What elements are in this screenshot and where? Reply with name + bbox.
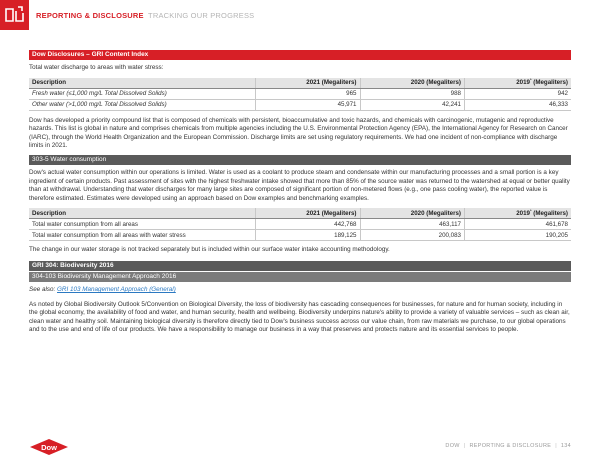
water-storage-note: The change in our water storage is not tracked separately but is included within our surface water intake accounting methodology. [29, 246, 390, 254]
dow-logo-text: Dow [41, 442, 57, 452]
page-header [0, 0, 600, 30]
table-row: Other water (>1,000 mg/L Total Dissolved Solids) 45,971 42,241 46,333 [29, 99, 571, 110]
water-consumption-bar: 303-5 Water consumption [29, 155, 571, 165]
discharge-intro: Total water discharge to areas with water stress: [29, 64, 164, 71]
page-number: 134 [560, 443, 571, 449]
biodiversity-approach-bar: 304-103 Biodiversity Management Approach 2016 [29, 272, 571, 282]
table-header-row [29, 78, 571, 89]
dow-mark-icon [0, 0, 29, 30]
table-row: Total water consumption from all areas with water stress 189,125 200,083 190,205 [29, 230, 571, 241]
header-subsection: TRACKING OUR PROGRESS [148, 11, 255, 20]
water-consumption-paragraph: Dow's actual water consumption within our operations is limited. Water is used as a coolant to produce steam and condensate within our manufacturing processes and a small portion is a key ingredient of certain products. Past assessment of sites with the highest freshwater intake showed that more than 85% of the source water was returned to the watershed at equal or better quality than at withdrawal. Understanding that water discharges for many large sites are composed of significant portion of non-metered flows (e.g., one pass cooling water), the reported value is therefore estimated. Estimates were developed using an approach based on Dow examples and benchmarking examples. [29, 168, 570, 202]
gri-304-bar: GRI 304: Biodiversity 2016 [29, 261, 571, 271]
col-2020: 2020 (Megaliters) [360, 78, 465, 89]
dow-logo [29, 438, 69, 461]
col-2019: 2019* (Megaliters) [465, 208, 572, 219]
header-section: REPORTING & DISCLOSURE [36, 11, 144, 20]
table-row: Total water consumption from all areas 442,768 463,117 461,678 [29, 219, 571, 230]
col-description: Description [29, 78, 256, 89]
gri-content-index-bar: Dow Disclosures – GRI Content Index [29, 50, 571, 60]
col-2019: 2019* (Megaliters) [465, 78, 572, 89]
see-also-line [29, 286, 571, 295]
col-description: Description [29, 208, 256, 219]
table-header-row [29, 208, 571, 219]
header-title [36, 11, 254, 20]
footer-section: REPORTING & DISCLOSURE [469, 443, 552, 449]
consumption-table [29, 208, 571, 241]
page-footer: DOW | REPORTING & DISCLOSURE | 134 [445, 443, 571, 449]
footer-company: DOW [445, 443, 460, 449]
biodiversity-paragraph: As noted by Global Biodiversity Outlook 5/Convention on Biological Diversity, the loss of biodiversity has cascading consequences for businesses, for nature and for human society, including in the global economy, the availability of food and water, and human security, health and wellbeing. Biodiversity underpins nature's ability to provide a variety of valuable services – such as clean air, clean water and healthy soil. Maintaining biological diversity is therefore directly tied to Dow's business success across our value chain, from raw materials we purchase, to our global operations and to the use and end of life of our products. We have a responsibility to manage our business in a way that preserves and protects nature and its essential services to people. [29, 300, 570, 334]
col-2021: 2021 (Megaliters) [256, 78, 361, 89]
priority-compound-paragraph: Dow has developed a priority compound list that is composed of chemicals with persistent, bioaccumulative and toxic hazards, and chemicals with carcinogenic, mutagenic and reproductive hazards. This list is global in nature and comprises chemicals from multiple agencies including the U.S. Environmental Protection Agency (EPA), the International Agency for Research on Cancer (IARC), through the World Health Organization and the European Commission. Discharge limits are set using regulatory requirements. We had one incident of non-compliance with discharge limits in 2021. [29, 116, 568, 150]
col-2020: 2020 (Megaliters) [360, 208, 465, 219]
col-2021: 2021 (Megaliters) [256, 208, 361, 219]
discharge-table [29, 78, 571, 111]
table-row: Fresh water (≤1,000 mg/L Total Dissolved Solids) 965 988 942 [29, 88, 571, 99]
page-content [29, 50, 571, 335]
gri-103-link[interactable]: GRI 103 Management Approach (General) [57, 285, 176, 293]
see-also-prefix: See also: [29, 285, 56, 293]
